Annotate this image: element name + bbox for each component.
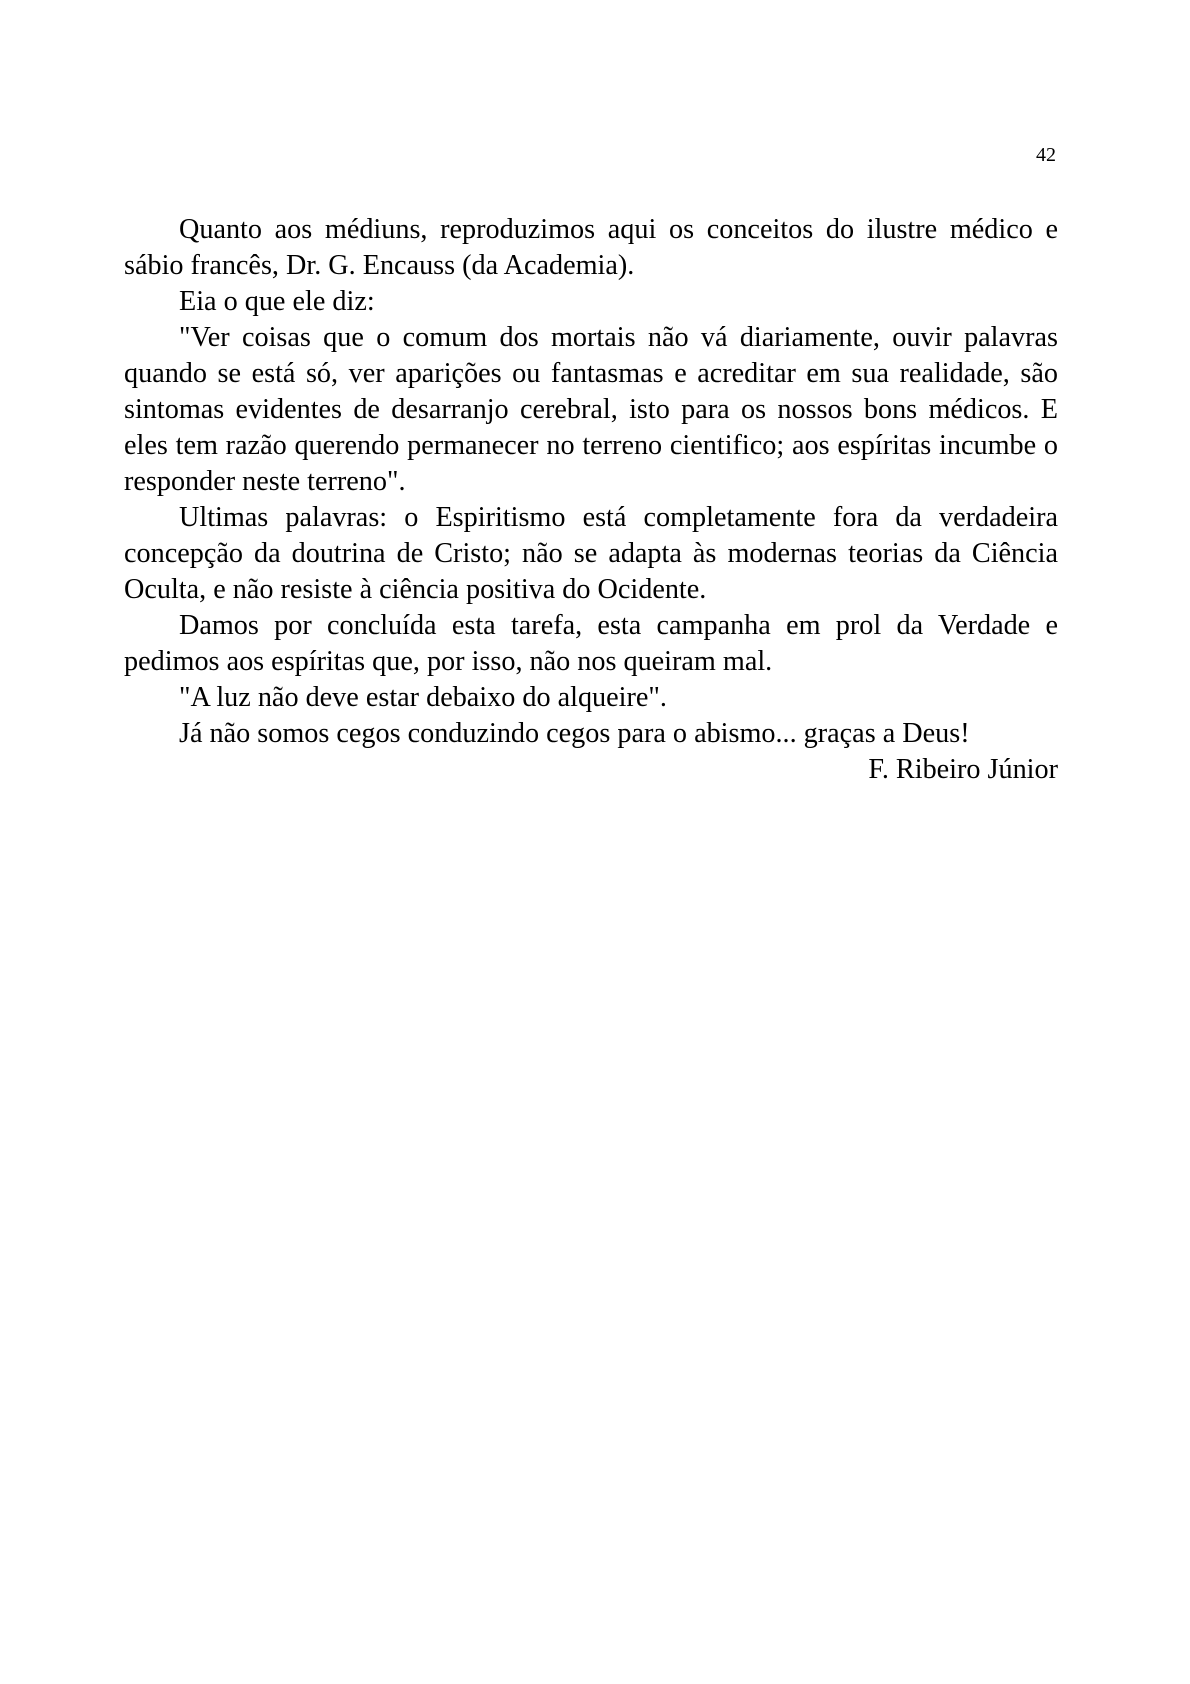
paragraph-quote-luz: "A luz não deve estar debaixo do alqueire". [179,682,667,713]
paragraph-mediuns: Quanto aos médiuns, reproduzimos aqui os conceitos do ilustre médico e sábio francês, Dr. G. Encauss (da Academia). [124,214,1058,281]
page-number: 42 [1036,144,1056,166]
paragraph-damos-por-concluida: Damos por concluída esta tarefa, esta campanha em prol da Verdade e pedimos aos espíritas que, por isso, não nos queiram mal. [124,610,1058,677]
paragraph-quote-encauss: "Ver coisas que o comum dos mortais não vá diariamente, ouvir palavras quando se está só, ver aparições ou fantasmas e acreditar em sua realidade, são sintomas evidentes de desarranjo cerebral, isto para os nossos bons médicos. E eles tem razão querendo permanecer no terreno cientifico; aos espíritas incumbe o responder neste terreno". [124,322,1058,497]
body-text [124,212,1058,788]
paragraph-ultimas-palavras: Ultimas palavras: o Espiritismo está completamente fora da verdadeira concepção da doutrina de Cristo; não se adapta às modernas teorias da Ciência Oculta, e não resiste à ciência positiva do Ocidente. [124,502,1058,605]
paragraph-eia: Eia o que ele diz: [179,286,375,317]
paragraph-ja-nao-somos-cegos: Já não somos cegos conduzindo cegos para o abismo... graças a Deus! [179,718,970,749]
signature: F. Ribeiro Júnior [868,754,1058,785]
